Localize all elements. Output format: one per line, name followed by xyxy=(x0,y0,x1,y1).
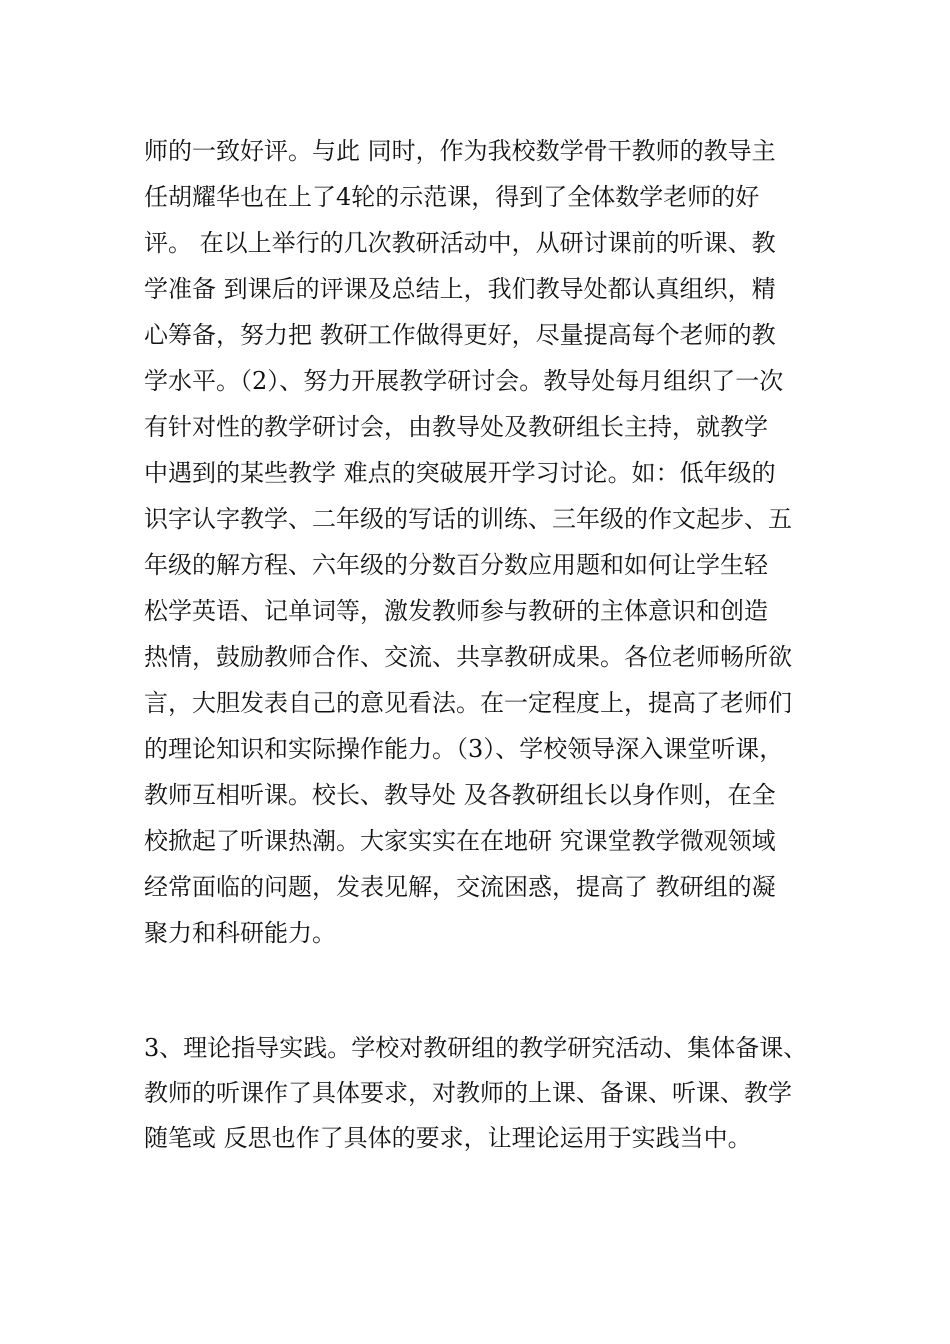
text-line: 热情，鼓励教师合作、交流、共享教研成果。各位老师畅所欲 xyxy=(144,643,792,671)
paragraph-theory-practice xyxy=(144,1026,808,1161)
text-line: 有针对性的教学研讨会，由教导处及教研组长主持，就教学 xyxy=(144,413,768,441)
text-line: 识字认字教学、二年级的写话的训练、三年级的作文起步、五 xyxy=(144,505,792,533)
text-line: 的理论知识和实际操作能力。（3）、学校领导深入课堂听课， xyxy=(144,735,784,763)
text-line: 任胡耀华也在上了4轮的示范课，得到了全体数学老师的好 xyxy=(144,183,760,211)
text-line: 校掀起了听课热潮。大家实实在在地研 究课堂教学微观领域 xyxy=(144,827,776,855)
text-line: 松学英语、记单词等，激发教师参与教研的主体意识和创造 xyxy=(144,597,768,625)
text-line: 评。 在以上举行的几次教研活动中，从研讨课前的听课、教 xyxy=(144,229,776,257)
text-line: 言，大胆发表自己的意见看法。在一定程度上，提高了老师们 xyxy=(144,689,792,717)
text-line: 学准备 到课后的评课及总结上，我们教导处都认真组织，精 xyxy=(144,275,776,303)
text-line: 3、理论指导实践。学校对教研组的教学研究活动、集体备课、 xyxy=(144,1034,808,1062)
text-line: 教师的听课作了具体要求，对教师的上课、备课、听课、教学 xyxy=(144,1079,792,1107)
text-line: 经常面临的问题，发表见解，交流困惑，提高了 教研组的凝 xyxy=(144,873,776,901)
text-line: 中遇到的某些教学 难点的突破展开学习讨论。如：低年级的 xyxy=(144,459,776,487)
text-line: 教师互相听课。校长、教导处 及各教研组长以身作则，在全 xyxy=(144,781,776,809)
text-line: 心筹备，努力把 教研工作做得更好，尽量提高每个老师的教 xyxy=(144,321,776,349)
text-line: 学水平。（2）、努力开展教学研讨会。教导处每月组织了一次 xyxy=(144,367,784,395)
text-line: 师的一致好评。与此 同时，作为我校数学骨干教师的教导主 xyxy=(144,137,776,165)
text-line: 随笔或 反思也作了具体的要求，让理论运用于实践当中。 xyxy=(144,1124,752,1152)
text-line: 聚力和科研能力。 xyxy=(144,919,336,947)
text-line: 年级的解方程、六年级的分数百分数应用题和如何让学生轻 xyxy=(144,551,768,579)
paragraph-teaching-research xyxy=(144,128,808,956)
